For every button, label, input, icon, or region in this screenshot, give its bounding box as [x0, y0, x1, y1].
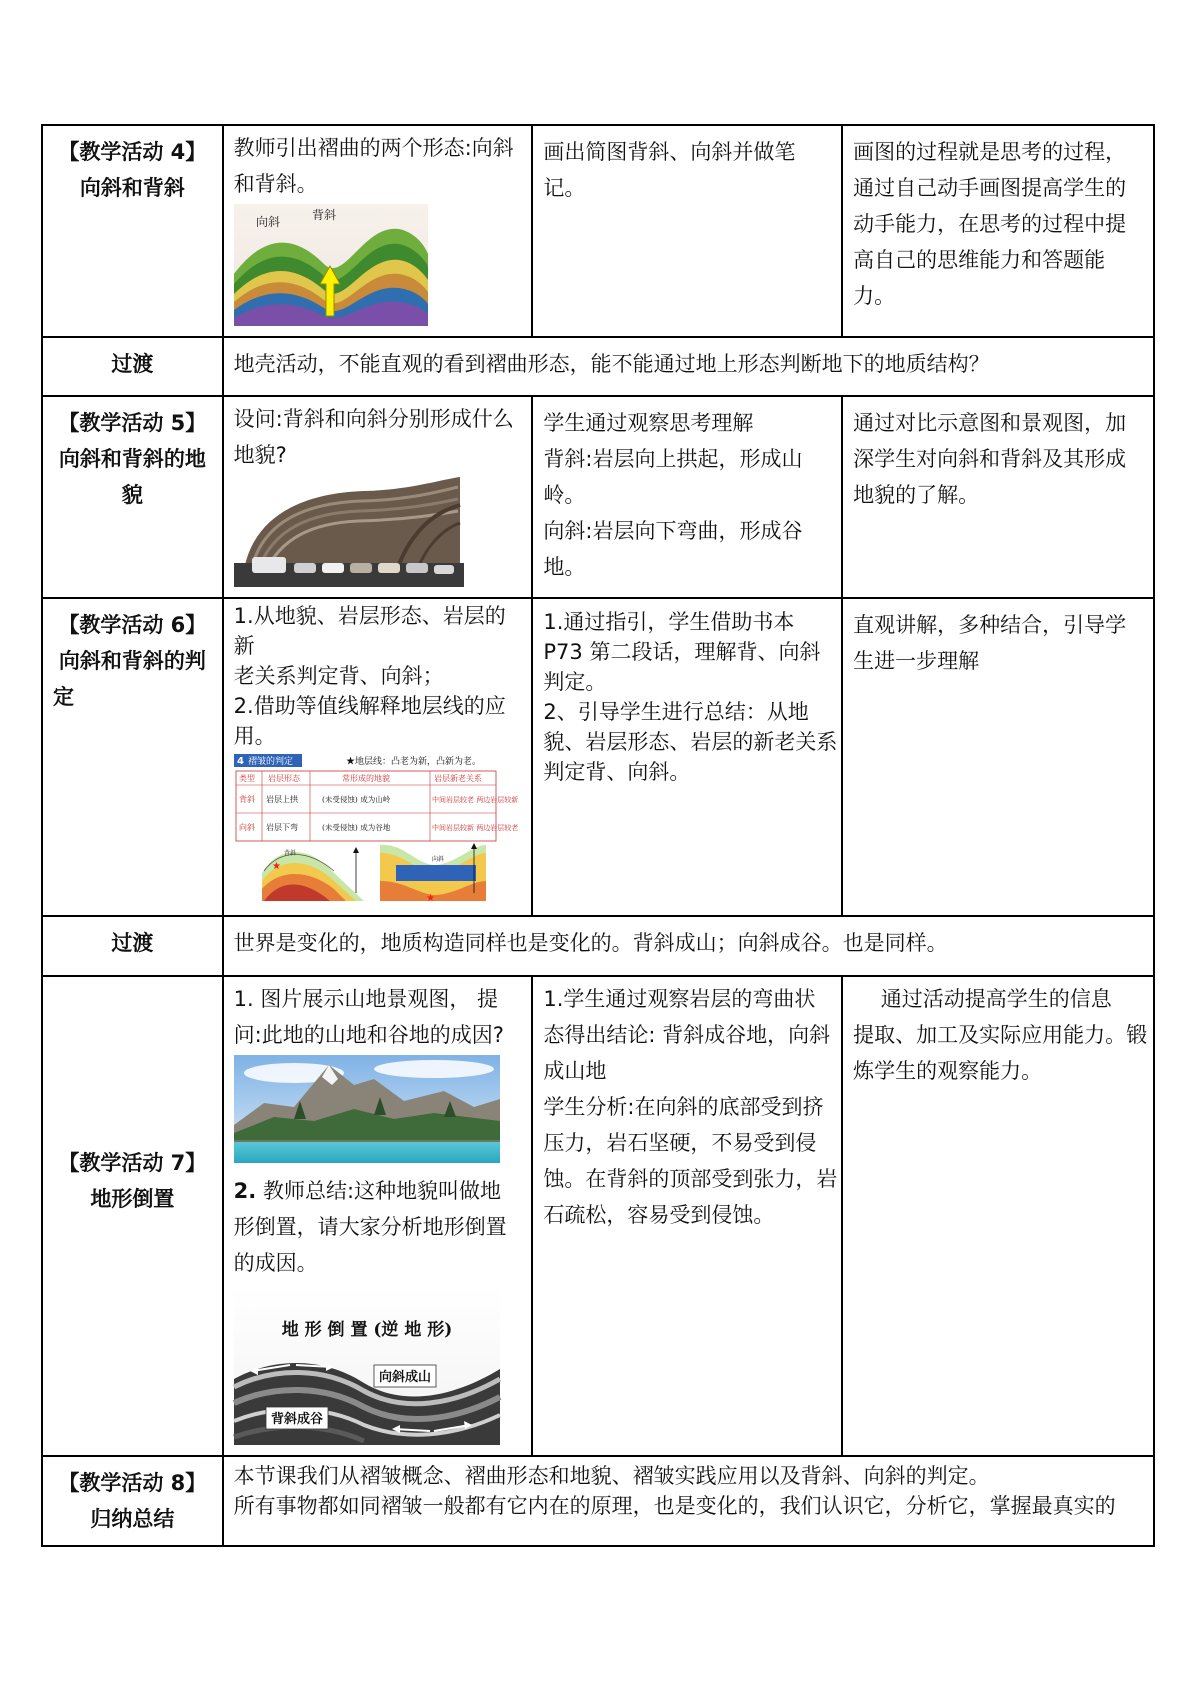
student-text-line: 画出简图背斜、向斜并做笔记。	[543, 140, 796, 200]
student-activity-cell	[532, 396, 842, 598]
transition-label-cell	[42, 916, 223, 976]
activity-label-cell	[42, 396, 223, 598]
student-text-line: 1.学生通过观察岩层的弯曲状	[543, 987, 816, 1011]
teacher-text-line: 问:此地的山地和谷地的成因?	[233, 1023, 504, 1047]
table-cell: 向斜	[238, 823, 255, 832]
fold-3d-illustration	[234, 204, 428, 326]
purpose-cell	[842, 396, 1154, 598]
anticline-label: 背斜	[311, 208, 336, 222]
table-cell: (未受侵蚀) 成为山岭	[321, 795, 390, 804]
student-text-line: 压力，岩石坚硬，不易受到侵	[543, 1131, 817, 1155]
table-cell: 岩层上拱	[265, 795, 298, 804]
student-text-line: 蚀。在背斜的顶部受到张力，岩	[543, 1167, 838, 1191]
purpose-text-line: 生进一步理解	[853, 649, 980, 673]
student-text-line: 学生分析:在向斜的底部受到挤	[543, 1095, 824, 1119]
teacher-text-line: 2.借助等值线解释地层线的应	[233, 694, 506, 718]
student-activity-cell	[532, 125, 842, 337]
teacher-text-line: 用。	[233, 724, 276, 748]
purpose-text-line: 炼学生的观察能力。	[853, 1059, 1043, 1083]
table-cell: 中间岩层较新 两边岩层较老	[431, 824, 518, 832]
purpose-cell	[842, 125, 1154, 337]
student-text-line: 岭。	[543, 483, 586, 507]
row-transition-1	[42, 337, 1154, 396]
teacher-text-line: 老关系判定背、向斜；	[233, 664, 444, 688]
teacher-text-line: 教师引出褶曲的两个形态:向斜	[233, 136, 514, 160]
teacher-activity-cell	[223, 396, 533, 598]
figure-title: 褶皱的判定	[247, 757, 293, 767]
table-header: 岩层新老关系	[433, 774, 482, 783]
anticline-mini-label: 背斜	[283, 850, 296, 857]
transition-text-cell	[223, 337, 1154, 396]
transition-text: 世界是变化的，地质构造同样也是变化的。背斜成山；向斜成谷。也是同样。	[233, 931, 948, 955]
summary-text-line: 所有事物都如同褶皱一般都有它内在的原理，也是变化的，我们认识它，分析它，掌握最真实的	[233, 1494, 1116, 1518]
purpose-text-line: 通过活动提高学生的信息	[853, 987, 1112, 1011]
diagram-title: 地 形 倒 置 (逆 地 形)	[281, 1320, 452, 1340]
svg-text:★: ★	[425, 893, 435, 904]
activity-label-cell	[42, 125, 223, 337]
activity-title: 归纳总结	[90, 1507, 175, 1531]
student-text-line: 态得出结论: 背斜成谷地，向斜	[543, 1023, 831, 1047]
summary-text-line: 本节课我们从褶皱概念、褶曲形态和地貌、褶皱实践应用以及背斜、向斜的判定。	[233, 1464, 990, 1488]
teacher-text-line: 1. 图片展示山地景观图， 提	[233, 987, 499, 1011]
activity-title: 向斜和背斜	[79, 176, 185, 200]
teacher-activity-cell	[223, 976, 533, 1456]
teacher-text-line	[234, 1173, 522, 1209]
syncline-mini-label: 向斜	[431, 856, 444, 863]
activity-number: 【教学活动 4】	[58, 140, 207, 164]
activity-label-cell	[42, 598, 223, 916]
student-text-line: 背斜:岩层向上拱起，形成山	[543, 447, 803, 471]
activity-label-cell	[42, 976, 223, 1456]
activity-label-cell	[42, 1456, 223, 1546]
teacher-activity-cell	[223, 598, 533, 916]
purpose-text-line: 直观讲解，多种结合，引导学	[853, 613, 1127, 637]
row-transition-2	[42, 916, 1154, 976]
rock-fold-photo	[234, 475, 522, 587]
activity-title: 向斜和背斜的地	[58, 447, 206, 471]
student-text-line: 判定。	[543, 670, 607, 694]
row-activity-8	[42, 1456, 1154, 1546]
student-text-line: 1.通过指引，学生借助书本	[543, 610, 795, 634]
row-activity-6	[42, 598, 1154, 916]
student-text-line: P73 第二段话，理解背、向斜	[543, 640, 821, 664]
teacher-text-line: 地貌?	[233, 443, 287, 467]
activity-title: 向斜和背斜的判	[58, 649, 206, 673]
purpose-text-line: 高自己的思维能力和答题能力。	[853, 248, 1106, 308]
purpose-text-line: 提取、加工及实际应用能力。锻	[853, 1023, 1148, 1047]
transition-label: 过渡	[111, 352, 154, 376]
activity-title: 地形倒置	[90, 1187, 175, 1211]
transition-text-cell	[223, 916, 1154, 976]
purpose-text-line: 动手能力，在思考的过程中提	[853, 212, 1127, 236]
table-cell: (未受侵蚀) 成为谷地	[321, 823, 390, 832]
teacher-text-line: 的成因。	[233, 1251, 318, 1275]
activity-title: 貌	[121, 483, 143, 507]
fold-judgement-chart	[234, 753, 518, 905]
section-badge: 4	[236, 756, 244, 767]
teacher-text-line: 1.从地貌、岩层形态、岩层的新	[233, 604, 506, 658]
student-text-line: 向斜:岩层向下弯曲，形成谷	[543, 519, 803, 543]
figure-note: ★地层线：凸老为新，凸新为老。	[345, 757, 481, 767]
activity-number: 【教学活动 7】	[58, 1151, 207, 1175]
table-header: 常形成的地貌	[341, 774, 390, 783]
lesson-plan-table	[41, 124, 1155, 1547]
terrain-inversion-diagram	[234, 1287, 500, 1445]
transition-text: 地壳活动，不能直观的看到褶曲形态，能不能通过地上形态判断地下的地质结构？	[233, 352, 990, 376]
teacher-text-line: 和背斜。	[233, 172, 318, 196]
teacher-text-span: 教师总结:这种地貌叫做地	[256, 1179, 502, 1203]
teacher-text-line: 形倒置，请大家分析地形倒置	[233, 1215, 507, 1239]
student-activity-cell	[532, 976, 842, 1456]
student-text-line: 石疏松，容易受到侵蚀。	[543, 1203, 775, 1227]
table-header: 岩层形态	[267, 774, 300, 783]
student-text-line: 地。	[543, 555, 586, 579]
svg-text:★: ★	[271, 861, 281, 872]
row-activity-7	[42, 976, 1154, 1456]
transition-label: 过渡	[111, 931, 154, 955]
purpose-text-line: 地貌的了解。	[853, 483, 980, 507]
purpose-cell	[842, 976, 1154, 1456]
terrain-inversion-figure	[234, 1287, 522, 1445]
mountain-landscape-photo	[234, 1055, 522, 1163]
activity-number: 【教学活动 5】	[58, 411, 207, 435]
student-text-line: 判定背、向斜。	[543, 760, 691, 784]
table-cell: 背斜	[238, 795, 255, 804]
mountain-lake-image	[234, 1055, 500, 1163]
activity-number: 【教学活动 6】	[58, 613, 207, 637]
purpose-cell	[842, 598, 1154, 916]
teacher-text-line: 设问:背斜和向斜分别形成什么	[233, 407, 514, 431]
student-text-line: 学生通过观察思考理解	[543, 411, 754, 435]
anticline-valley-label: 背斜成谷	[270, 1412, 323, 1427]
syncline-mountain-label: 向斜成山	[378, 1370, 431, 1385]
list-number: 2.	[233, 1179, 257, 1203]
student-text-line: 2、引导学生进行总结：从地	[543, 700, 809, 724]
transition-label-cell	[42, 337, 223, 396]
teacher-activity-cell	[223, 125, 533, 337]
activity-title: 定	[53, 685, 74, 709]
purpose-text-line: 画图的过程就是思考的过程，	[853, 140, 1127, 164]
table-header: 类型	[238, 774, 255, 783]
student-text-line: 貌、岩层形态、岩层的新老关系	[543, 730, 838, 754]
activity-number: 【教学活动 8】	[58, 1471, 207, 1495]
purpose-text-line: 通过对比示意图和景观图，加	[853, 411, 1127, 435]
syncline-anticline-figure	[234, 204, 522, 326]
table-cell: 岩层下弯	[265, 823, 298, 832]
student-text-line: 成山地	[543, 1059, 607, 1083]
row-activity-4	[42, 125, 1154, 337]
folded-rock-cliff-image	[234, 475, 464, 587]
fold-judgement-figure	[234, 753, 522, 905]
student-activity-cell	[532, 598, 842, 916]
purpose-text-line: 深学生对向斜和背斜及其形成	[853, 447, 1127, 471]
summary-text-cell	[223, 1456, 1154, 1546]
purpose-text-line: 通过自己动手画图提高学生的	[853, 176, 1127, 200]
row-activity-5	[42, 396, 1154, 598]
syncline-label: 向斜	[255, 215, 280, 229]
table-cell: 中间岩层较老 两边岩层较新	[431, 796, 518, 804]
